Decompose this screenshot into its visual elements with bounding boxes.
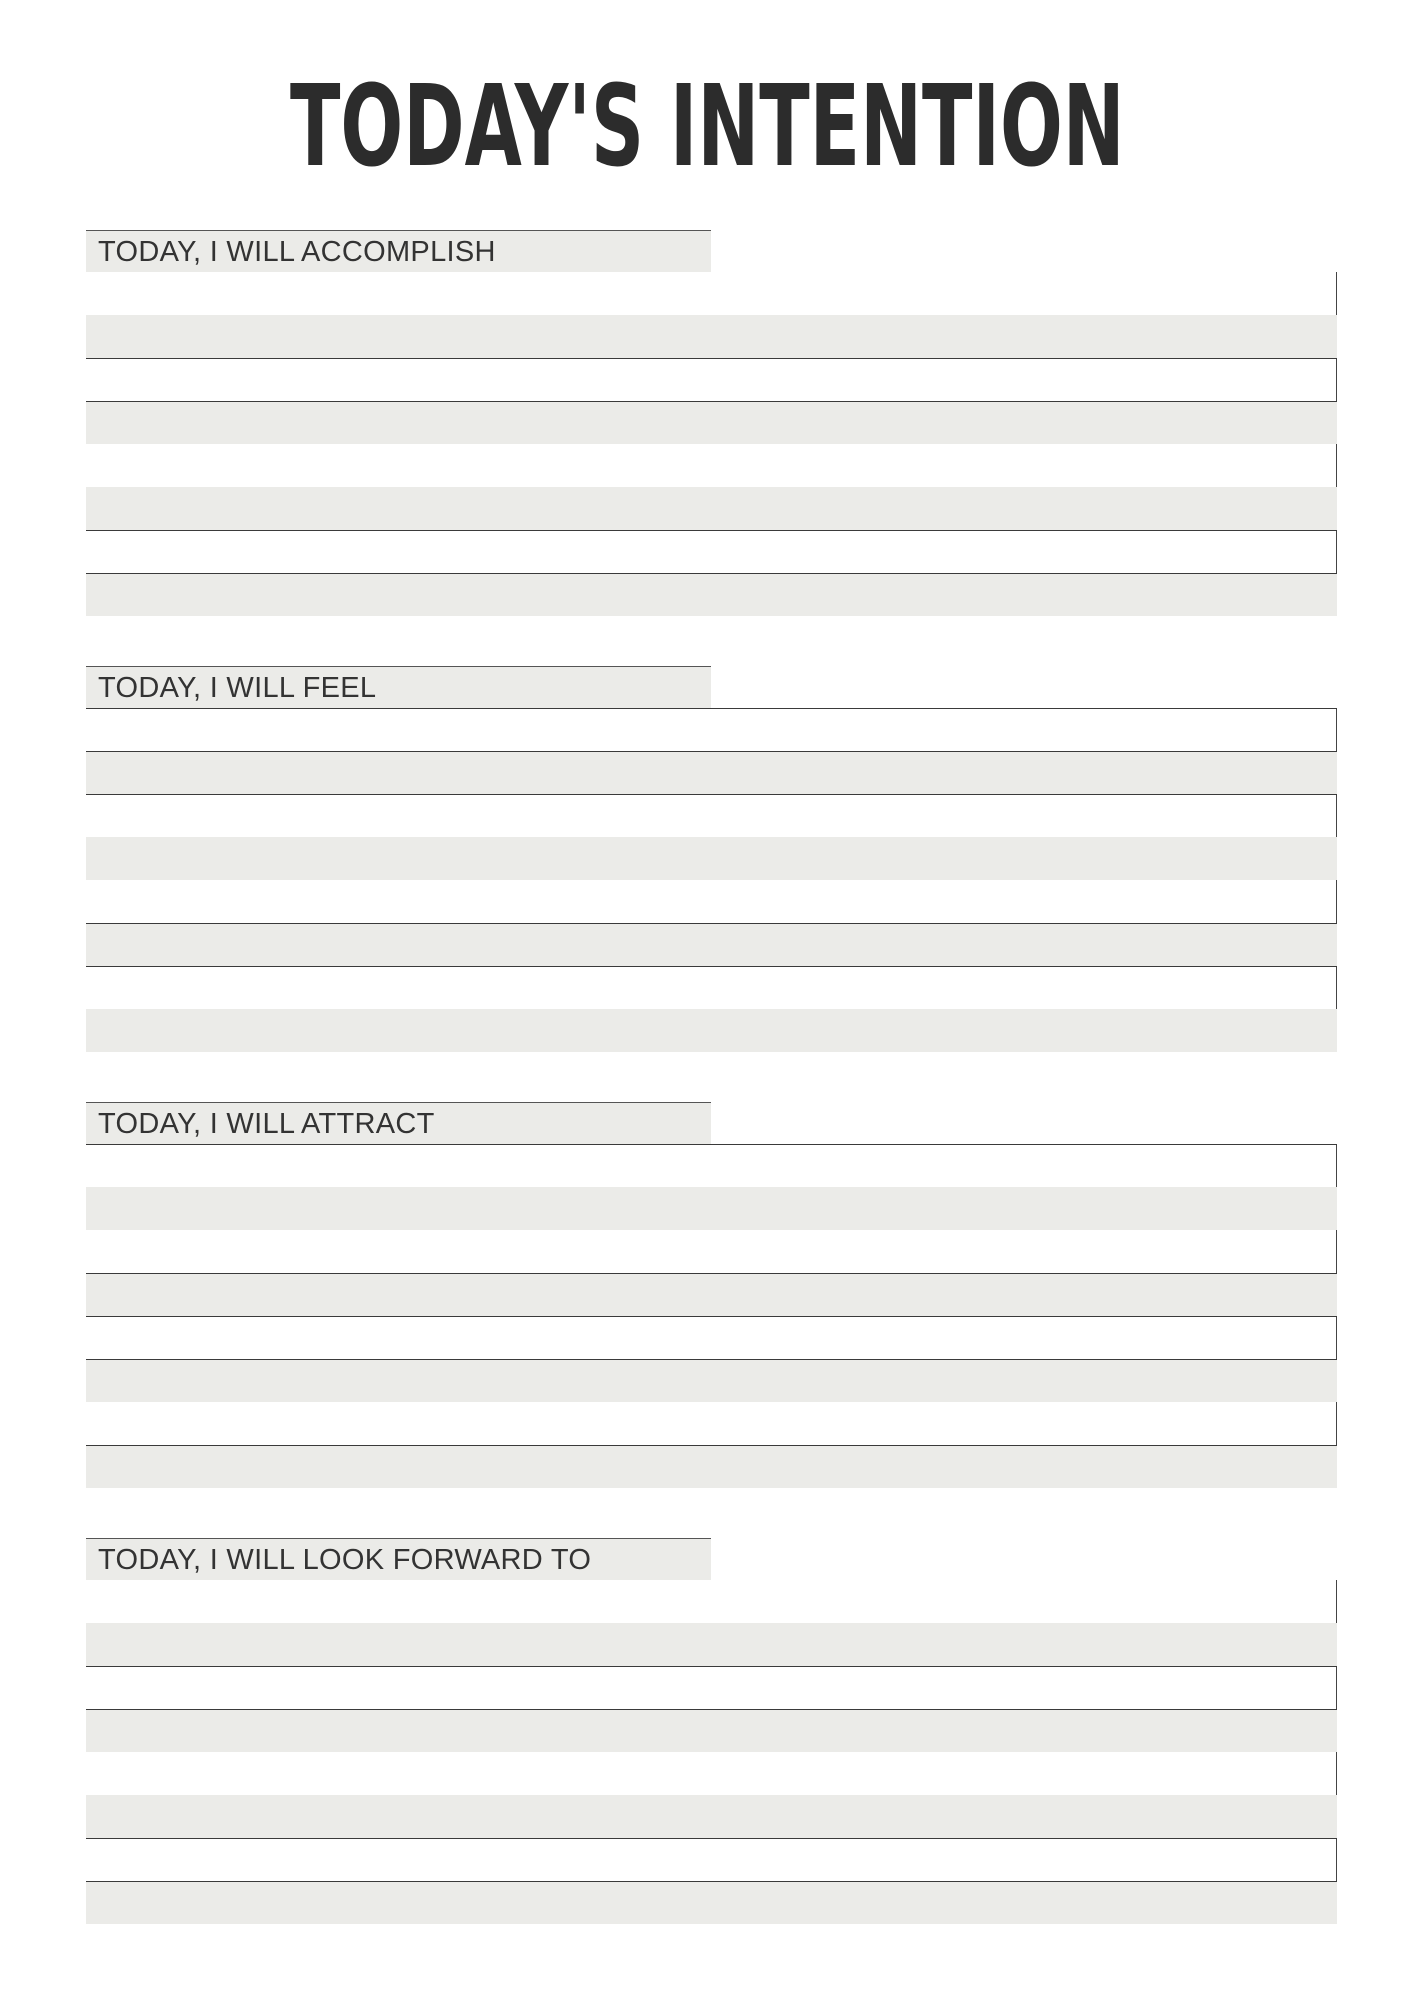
writing-line[interactable] — [86, 530, 1337, 573]
writing-line[interactable] — [86, 1144, 1337, 1187]
writing-lines — [86, 1144, 1337, 1488]
writing-line[interactable] — [86, 794, 1337, 837]
writing-line[interactable] — [86, 1709, 1337, 1752]
writing-line[interactable] — [86, 923, 1337, 966]
writing-line[interactable] — [86, 1580, 1337, 1623]
writing-line[interactable] — [86, 1666, 1337, 1709]
writing-line[interactable] — [86, 1623, 1337, 1666]
writing-line[interactable] — [86, 1230, 1337, 1273]
writing-line[interactable] — [86, 1402, 1337, 1445]
section-label: TODAY, I WILL ACCOMPLISH — [98, 236, 496, 268]
writing-line[interactable] — [86, 880, 1337, 923]
section-header — [86, 1102, 711, 1144]
writing-line[interactable] — [86, 272, 1337, 315]
writing-line[interactable] — [86, 487, 1337, 530]
writing-line[interactable] — [86, 837, 1337, 880]
section-header — [86, 666, 711, 708]
writing-lines — [86, 272, 1337, 616]
writing-line[interactable] — [86, 1838, 1337, 1881]
writing-line[interactable] — [86, 1795, 1337, 1838]
writing-line[interactable] — [86, 444, 1337, 487]
writing-line[interactable] — [86, 1445, 1337, 1488]
writing-lines — [86, 708, 1337, 1052]
writing-line[interactable] — [86, 1187, 1337, 1230]
writing-line[interactable] — [86, 1273, 1337, 1316]
page-title: TODAY'S INTENTION — [289, 62, 1125, 192]
section-header — [86, 230, 711, 272]
section-label: TODAY, I WILL LOOK FORWARD TO — [98, 1544, 592, 1576]
writing-line[interactable] — [86, 1752, 1337, 1795]
writing-line[interactable] — [86, 401, 1337, 444]
writing-line[interactable] — [86, 358, 1337, 401]
writing-lines — [86, 1580, 1337, 1924]
section-header — [86, 1538, 711, 1580]
writing-line[interactable] — [86, 573, 1337, 616]
writing-line[interactable] — [86, 1009, 1337, 1052]
writing-line[interactable] — [86, 1316, 1337, 1359]
section-label: TODAY, I WILL FEEL — [98, 672, 377, 704]
writing-line[interactable] — [86, 1359, 1337, 1402]
writing-line[interactable] — [86, 708, 1337, 751]
section-label: TODAY, I WILL ATTRACT — [98, 1108, 435, 1140]
writing-line[interactable] — [86, 1881, 1337, 1924]
writing-line[interactable] — [86, 966, 1337, 1009]
writing-line[interactable] — [86, 315, 1337, 358]
writing-line[interactable] — [86, 751, 1337, 794]
